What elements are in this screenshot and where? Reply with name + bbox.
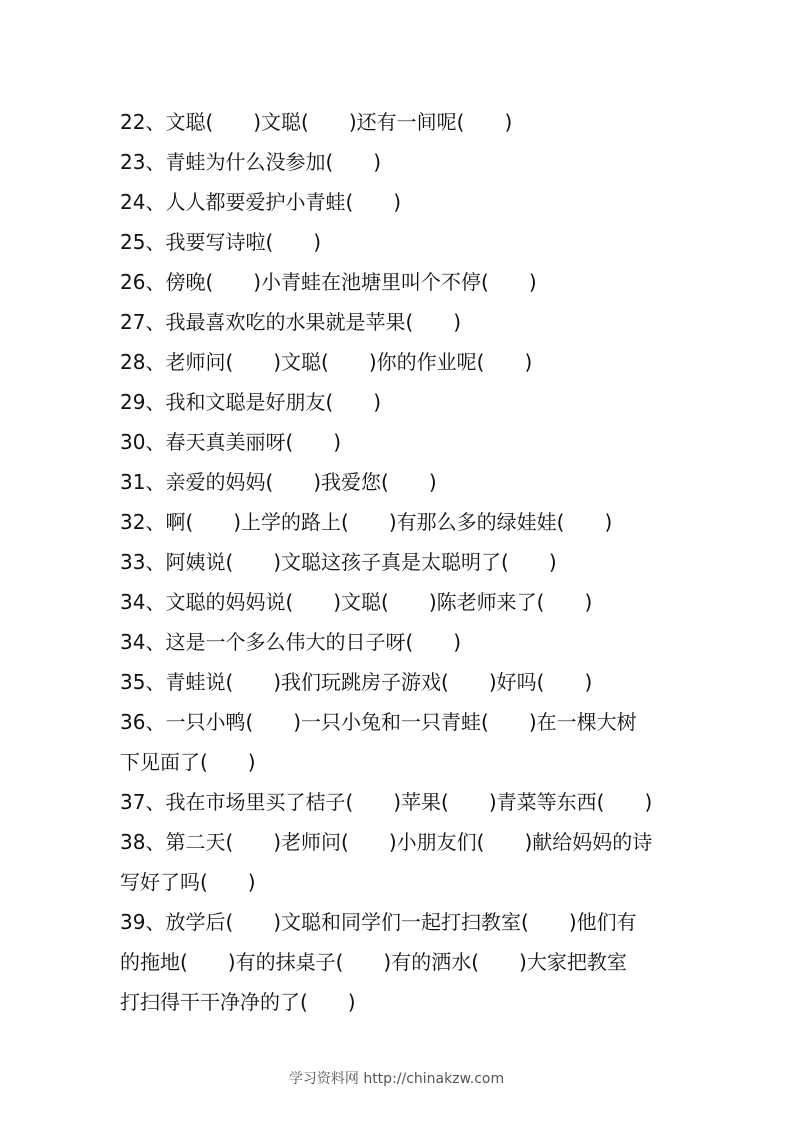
exercise-line-34a: 34、文聪的妈妈说( )文聪( )陈老师来了( ) bbox=[120, 590, 593, 614]
exercise-line-27: 27、我最喜欢吃的水果就是苹果( ) bbox=[120, 310, 462, 334]
exercise-line-31: 31、亲爱的妈妈( )我爱您( ) bbox=[120, 470, 437, 494]
exercise-line-39: 39、放学后( )文聪和同学们一起打扫教室( )他们有 bbox=[120, 910, 637, 934]
exercise-line-30: 30、春天真美丽呀( ) bbox=[120, 430, 342, 454]
exercise-line-26: 26、傍晚( )小青蛙在池塘里叫个不停( ) bbox=[120, 270, 537, 294]
exercise-line-38-cont: 写好了吗( ) bbox=[120, 870, 256, 894]
exercise-line-39-cont-1: 的拖地( )有的抹桌子( )有的洒水( )大家把教室 bbox=[120, 950, 627, 974]
page-footer: 学习资料网 http://chinakzw.com bbox=[288, 1071, 505, 1087]
exercise-line-28: 28、老师问( )文聪( )你的作业呢( ) bbox=[120, 350, 533, 374]
exercise-line-25: 25、我要写诗啦( ) bbox=[120, 230, 322, 254]
exercise-line-39-cont-2: 打扫得干干净净的了( ) bbox=[120, 990, 356, 1014]
exercise-line-29: 29、我和文聪是好朋友( ) bbox=[120, 390, 382, 414]
exercise-line-22: 22、文聪( )文聪( )还有一间呢( ) bbox=[120, 110, 513, 134]
exercise-line-33: 33、阿姨说( )文聪这孩子真是太聪明了( ) bbox=[120, 550, 557, 574]
exercise-line-34b: 34、这是一个多么伟大的日子呀( ) bbox=[120, 630, 462, 654]
exercise-line-36-cont: 下见面了( ) bbox=[120, 750, 256, 774]
exercise-line-23: 23、青蛙为什么没参加( ) bbox=[120, 150, 382, 174]
exercise-line-38: 38、第二天( )老师问( )小朋友们( )献给妈妈的诗 bbox=[120, 830, 653, 854]
exercise-line-36: 36、一只小鸭( )一只小兔和一只青蛙( )在一棵大树 bbox=[120, 710, 637, 734]
exercise-line-24: 24、人人都要爱护小青蛙( ) bbox=[120, 190, 402, 214]
exercise-line-32: 32、啊( )上学的路上( )有那么多的绿娃娃( ) bbox=[120, 510, 613, 534]
exercise-line-35: 35、青蛙说( )我们玩跳房子游戏( )好吗( ) bbox=[120, 670, 593, 694]
exercise-list bbox=[120, 102, 680, 1022]
exercise-line-37: 37、我在市场里买了桔子( )苹果( )青菜等东西( ) bbox=[120, 790, 653, 814]
